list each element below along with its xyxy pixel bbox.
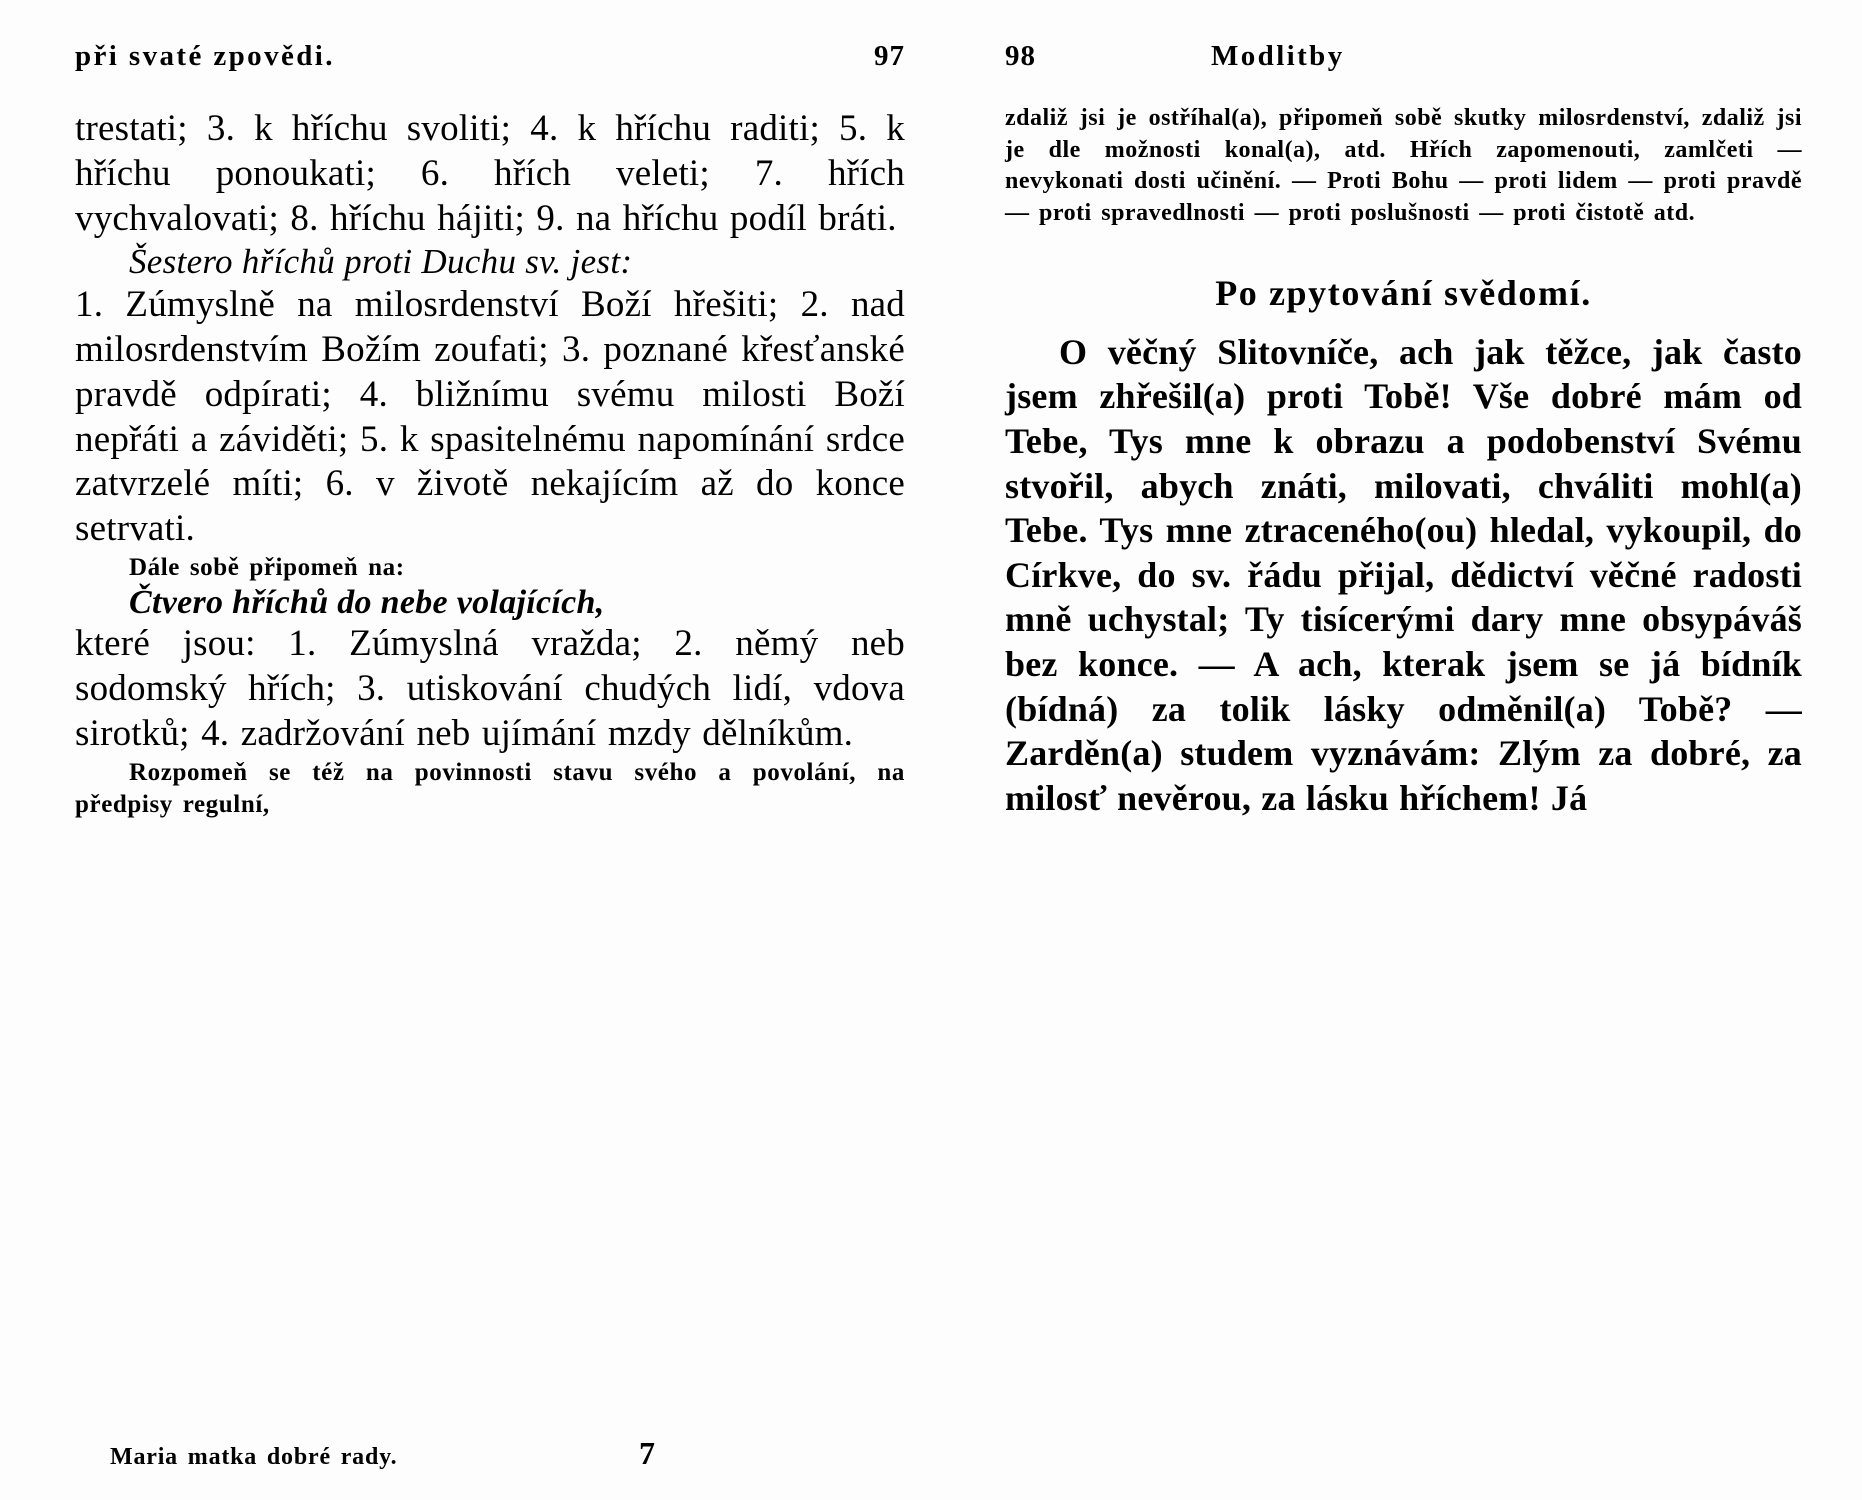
paragraph-sins-cooperation: trestati; 3. k hříchu svoliti; 4. k hříchu raditi; 5. k hříchu ponoukati; 6. hřích veleti; 7. hřích vychvalovati; 8. hříchu hájiti; 9. na hříchu podíl bráti. bbox=[75, 108, 905, 239]
paragraph-duties-note: Rozpomeň se též na povinnosti stavu svého a povolání, na předpisy regulní, bbox=[75, 758, 905, 819]
left-body-text bbox=[75, 107, 905, 822]
left-header-title: při svaté zpovědi. bbox=[75, 40, 335, 72]
paragraph-examination-continued: zdaliž jsi je ostříhal(a), připomeň sobě skutky milosrdenství, zdaliž jsi je dle možnosti konal(a), atd. Hřích zapomenouti, zamlčeti — nevykonati dosti učinění. — Proti Bohu — proti lidem — proti pravdě — proti spravedlnosti — proti poslušnosti — proti čistotě atd. bbox=[1005, 105, 1802, 227]
heading-four-sins-crying-to-heaven: Čtvero hříchů do nebe volajících, bbox=[129, 584, 605, 622]
section-title-after-examination: Po zpytování svědomí. bbox=[1215, 272, 1592, 313]
heading-six-sins-against-spirit: Šestero hříchů proti Duchu sv. jest: bbox=[129, 242, 633, 282]
paragraph-four-sins-list: které jsou: 1. Zúmyslná vražda; 2. němý neb sodomský hřích; 3. utiskování chudých lidí, vdova sirotků; 4. zadržování neb ujímání mzdy dělníkům. bbox=[75, 623, 905, 754]
right-page-number: 98 bbox=[1005, 40, 1036, 72]
book-signature-text: Maria matka dobré rady. bbox=[110, 1444, 398, 1470]
left-page-footer bbox=[110, 1435, 905, 1472]
book-signature-number: 7 bbox=[639, 1435, 655, 1471]
right-body-text bbox=[1005, 103, 1802, 821]
right-page bbox=[975, 0, 1862, 1500]
left-page-number: 97 bbox=[874, 40, 905, 72]
paragraph-six-sins-list: 1. Zúmyslně na milosrdenství Boží hřešiti; 2. nad milosrdenstvím Božím zoufati; 3. poznané křesťanské pravdě odpírati; 4. bližnímu svému milosti Boží nepřáti a záviděti; 5. k spasitelnému napomínání srdce zatvrzelé míti; 6. v životě nekajícím až do konce setrvati. bbox=[75, 284, 905, 550]
right-running-head bbox=[1005, 40, 1802, 73]
left-running-head bbox=[75, 40, 905, 73]
right-header-title: Modlitby bbox=[1211, 40, 1345, 72]
paragraph-remember-note: Dále sobě připomeň na: bbox=[129, 553, 405, 581]
paragraph-prayer-body: O věčný Slitovníče, ach jak těžce, jak často jsem zhřešil(a) proti Tobě! Vše dobré mám od Tebe, Tys mne k obrazu a podobenství Svému stvořil, abych znáti, milovati, chváliti mohl(a) Tebe. Tys mne ztraceného(ou) hledal, vykoupil, do Církve, do sv. řádu přijal, dědictví věčné radosti mně uchystal; Ty tisícerými dary mne obsypáváš bez konce. — A ach, kterak jsem se já bídník (bídná) za tolik lásky odměnil(a) Tobě? — Zarděn(a) studem vyznávám: Zlým za dobré, za milosť nevěrou, za lásku hříchem! Já bbox=[1005, 331, 1802, 818]
